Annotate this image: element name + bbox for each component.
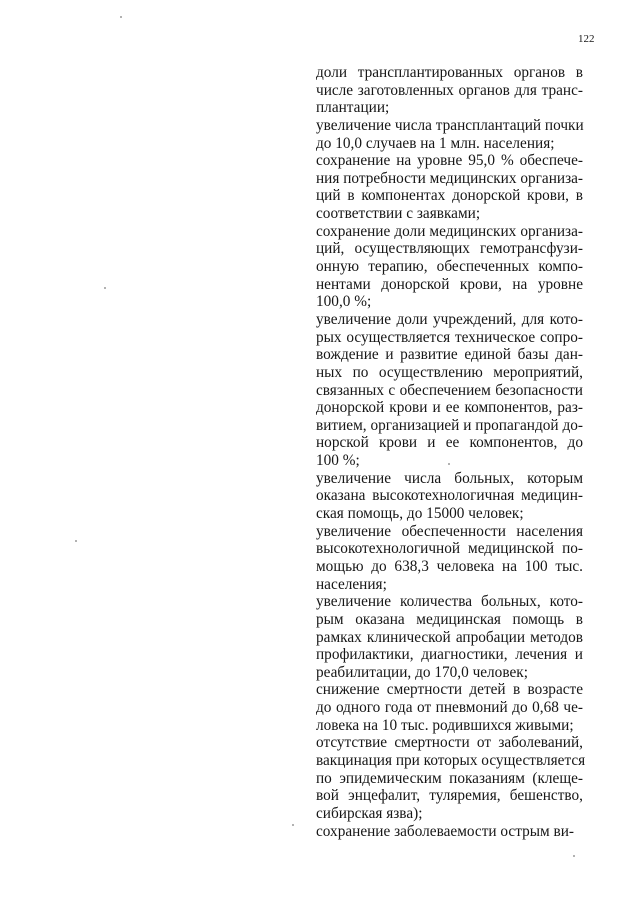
- text-line: увеличение доли учреждений, для кото-: [316, 310, 583, 328]
- text-line: соответствии с заявками;: [316, 205, 481, 223]
- text-line: высокотехнологичной медицинской по-: [316, 540, 583, 558]
- text-line: ций, осуществляющих гемотрансфузи-: [316, 240, 583, 258]
- scan-speck: [292, 824, 294, 826]
- text-line: вождение и развитие единой базы дан-: [316, 346, 583, 364]
- text-line: связанных с обеспечением безопасности: [316, 381, 583, 399]
- text-line: увеличение обеспеченности населения: [316, 522, 583, 540]
- text-line: онную терапию, обеспеченных компо-: [316, 258, 583, 276]
- paragraph: [316, 223, 583, 311]
- text-line: ловека на 10 тыс. родившихся живыми;: [316, 716, 574, 734]
- paragraph: [316, 523, 583, 594]
- text-line: отсутствие смертности от заболеваний,: [316, 734, 583, 752]
- text-line: ния потребности медицинских организа-: [316, 169, 583, 187]
- text-line: сохранение доли медицинских организа-: [316, 222, 583, 240]
- text-line: ская помощь, до 15000 человек;: [316, 505, 524, 523]
- text-line: сибирская язва);: [316, 804, 423, 822]
- text-line: до одного года от пневмоний до 0,68 че-: [316, 699, 583, 717]
- text-line: 100,0 %;: [316, 293, 372, 311]
- text-line: увеличение количества больных, кото-: [316, 593, 583, 611]
- text-line: оказана высокотехнологичная медицин-: [316, 487, 583, 505]
- paragraph: [316, 117, 583, 152]
- text-line: сохранение на уровне 95,0 % обеспече-: [316, 152, 583, 170]
- text-line: норской крови и ее компонентов, до: [316, 434, 583, 452]
- paragraph: [316, 593, 583, 681]
- text-line: 100 %;: [316, 452, 360, 470]
- text-line: нентами донорской крови, на уровне: [316, 275, 583, 293]
- text-line: витием, организацией и пропагандой до-: [316, 416, 583, 434]
- paragraph: [316, 470, 583, 523]
- text-line: вой энцефалит, туляремия, бешенство,: [316, 787, 583, 805]
- text-line: сохранение заболеваемости острым ви-: [316, 822, 575, 840]
- text-line: рамках клинической апробации методов: [316, 628, 583, 646]
- scan-speck: [120, 16, 122, 18]
- text-line: профилактики, диагностики, лечения и: [316, 646, 583, 664]
- scan-speck: [448, 463, 450, 465]
- text-line: рых осуществляется техническое сопро-: [316, 328, 583, 346]
- paragraph: [316, 64, 583, 117]
- paragraph: [316, 681, 583, 734]
- page-number: 122: [578, 33, 595, 45]
- text-line: увеличение числа больных, которым: [316, 469, 583, 487]
- text-line: снижение смертности детей в возрасте: [316, 681, 583, 699]
- paragraph: [316, 823, 583, 841]
- text-line: плантации;: [316, 99, 390, 117]
- scan-speck: [104, 287, 106, 289]
- text-line: доли трансплантированных органов в: [316, 64, 583, 81]
- paragraph: [316, 152, 583, 223]
- text-line: мощью до 638,3 человека на 100 тыс.: [316, 557, 583, 575]
- text-line: числе заготовленных органов для транс-: [316, 81, 583, 99]
- text-line: увеличение числа трансплантаций почки: [316, 116, 584, 134]
- text-line: по эпидемическим показаниям (клеще-: [316, 769, 583, 787]
- text-line: до 10,0 случаев на 1 млн. населения;: [316, 134, 555, 152]
- paragraph: [316, 311, 583, 470]
- text-line: вакцинация при которых осуществляется: [316, 751, 586, 769]
- paragraph: [316, 734, 586, 822]
- text-line: ций в компонентах донорской крови, в: [316, 187, 583, 205]
- text-line: населения;: [316, 575, 387, 593]
- text-line: донорской крови и ее компонентов, раз-: [316, 399, 583, 417]
- scan-speck: [573, 855, 575, 857]
- text-line: рым оказана медицинская помощь в: [316, 610, 583, 628]
- document-body: [316, 64, 586, 840]
- text-line: ных по осуществлению мероприятий,: [316, 363, 583, 381]
- text-line: реабилитации, до 170,0 человек;: [316, 663, 528, 681]
- scan-speck: [75, 540, 77, 542]
